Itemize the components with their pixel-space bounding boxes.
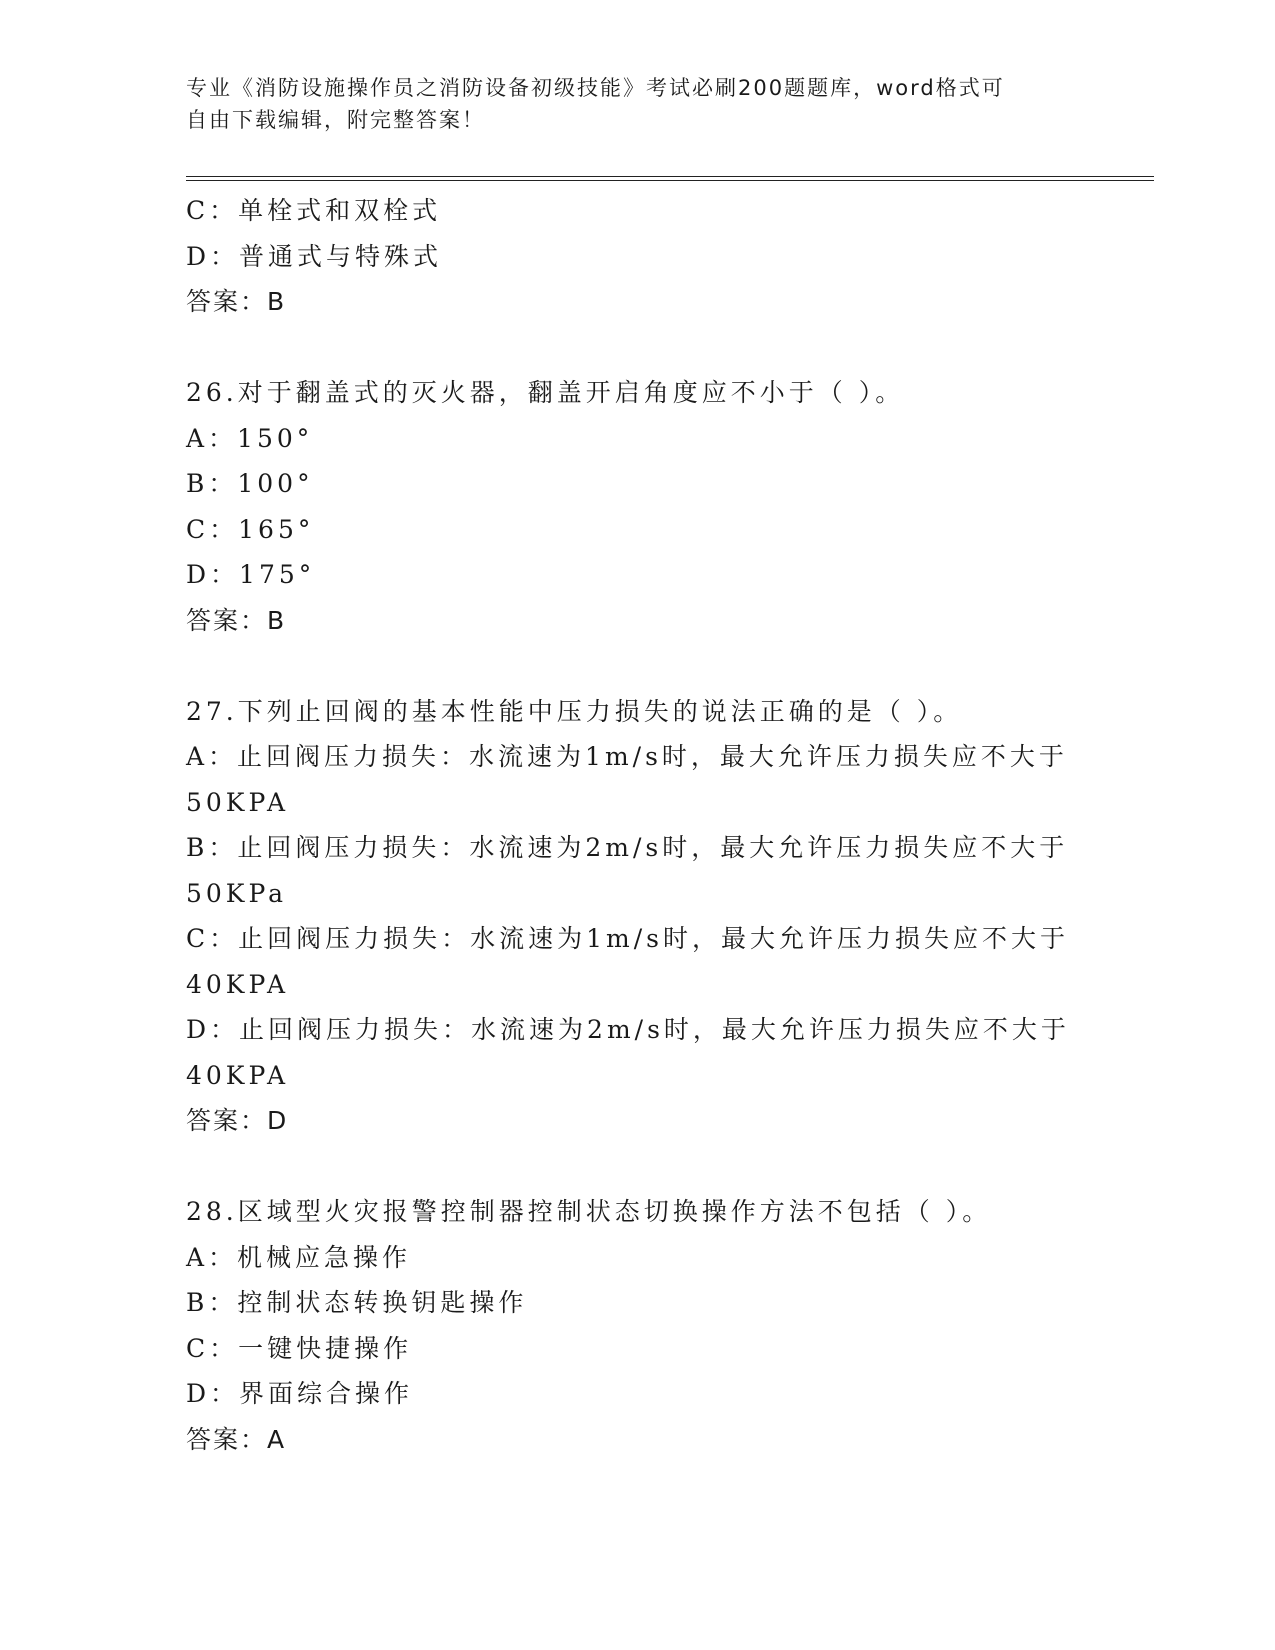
option-d-continued: 40KPA <box>186 1060 290 1090</box>
answer: 答案：D <box>186 1106 289 1135</box>
option-a: A：机械应急操作 <box>186 1242 412 1272</box>
question-stem: 26.对于翻盖式的灭火器，翻盖开启角度应不小于（ ）。 <box>186 378 905 407</box>
option-a: A：止回阀压力损失：水流速为1m/s时，最大允许压力损失应不大于 <box>186 742 1068 771</box>
answer: 答案：B <box>186 605 287 635</box>
option-b: B：止回阀压力损失：水流速为2m/s时，最大允许压力损失应不大于 <box>186 833 1069 862</box>
header-line-2: 自由下载编辑，附完整答案！ <box>186 108 485 132</box>
option-c: C：止回阀压力损失：水流速为1m/s时，最大允许压力损失应不大于 <box>186 924 1069 953</box>
option-d: D：175° <box>186 560 316 589</box>
option-d: D：止回阀压力损失：水流速为2m/s时，最大允许压力损失应不大于 <box>186 1015 1070 1044</box>
option-b-continued: 50KPa <box>186 878 288 908</box>
option-a: A：150° <box>186 423 314 453</box>
document-header <box>186 72 1066 136</box>
option-b: B：100° <box>186 469 314 498</box>
option-c: C：单栓式和双栓式 <box>186 196 442 225</box>
question-stem: 27.下列止回阀的基本性能中压力损失的说法正确的是（ ）。 <box>186 696 963 726</box>
option-c-continued: 40KPA <box>186 969 290 999</box>
option-d: D：普通式与特殊式 <box>186 241 443 271</box>
option-a-continued: 50KPA <box>186 787 290 817</box>
question-stem: 28.区域型火灾报警控制器控制状态切换操作方法不包括（ ）。 <box>186 1197 992 1226</box>
answer: 答案：B <box>186 287 287 316</box>
option-c: C：一键快捷操作 <box>186 1333 413 1363</box>
header-divider <box>186 176 1154 181</box>
question-list <box>186 188 1086 1462</box>
option-d: D：界面综合操作 <box>186 1379 414 1408</box>
header-line-1: 专业《消防设施操作员之消防设备初级技能》考试必刷200题题库，word格式可 <box>186 76 1005 100</box>
option-b: B：控制状态转换钥匙操作 <box>186 1288 528 1317</box>
option-c: C：165° <box>186 514 315 544</box>
answer: 答案：A <box>186 1424 287 1454</box>
